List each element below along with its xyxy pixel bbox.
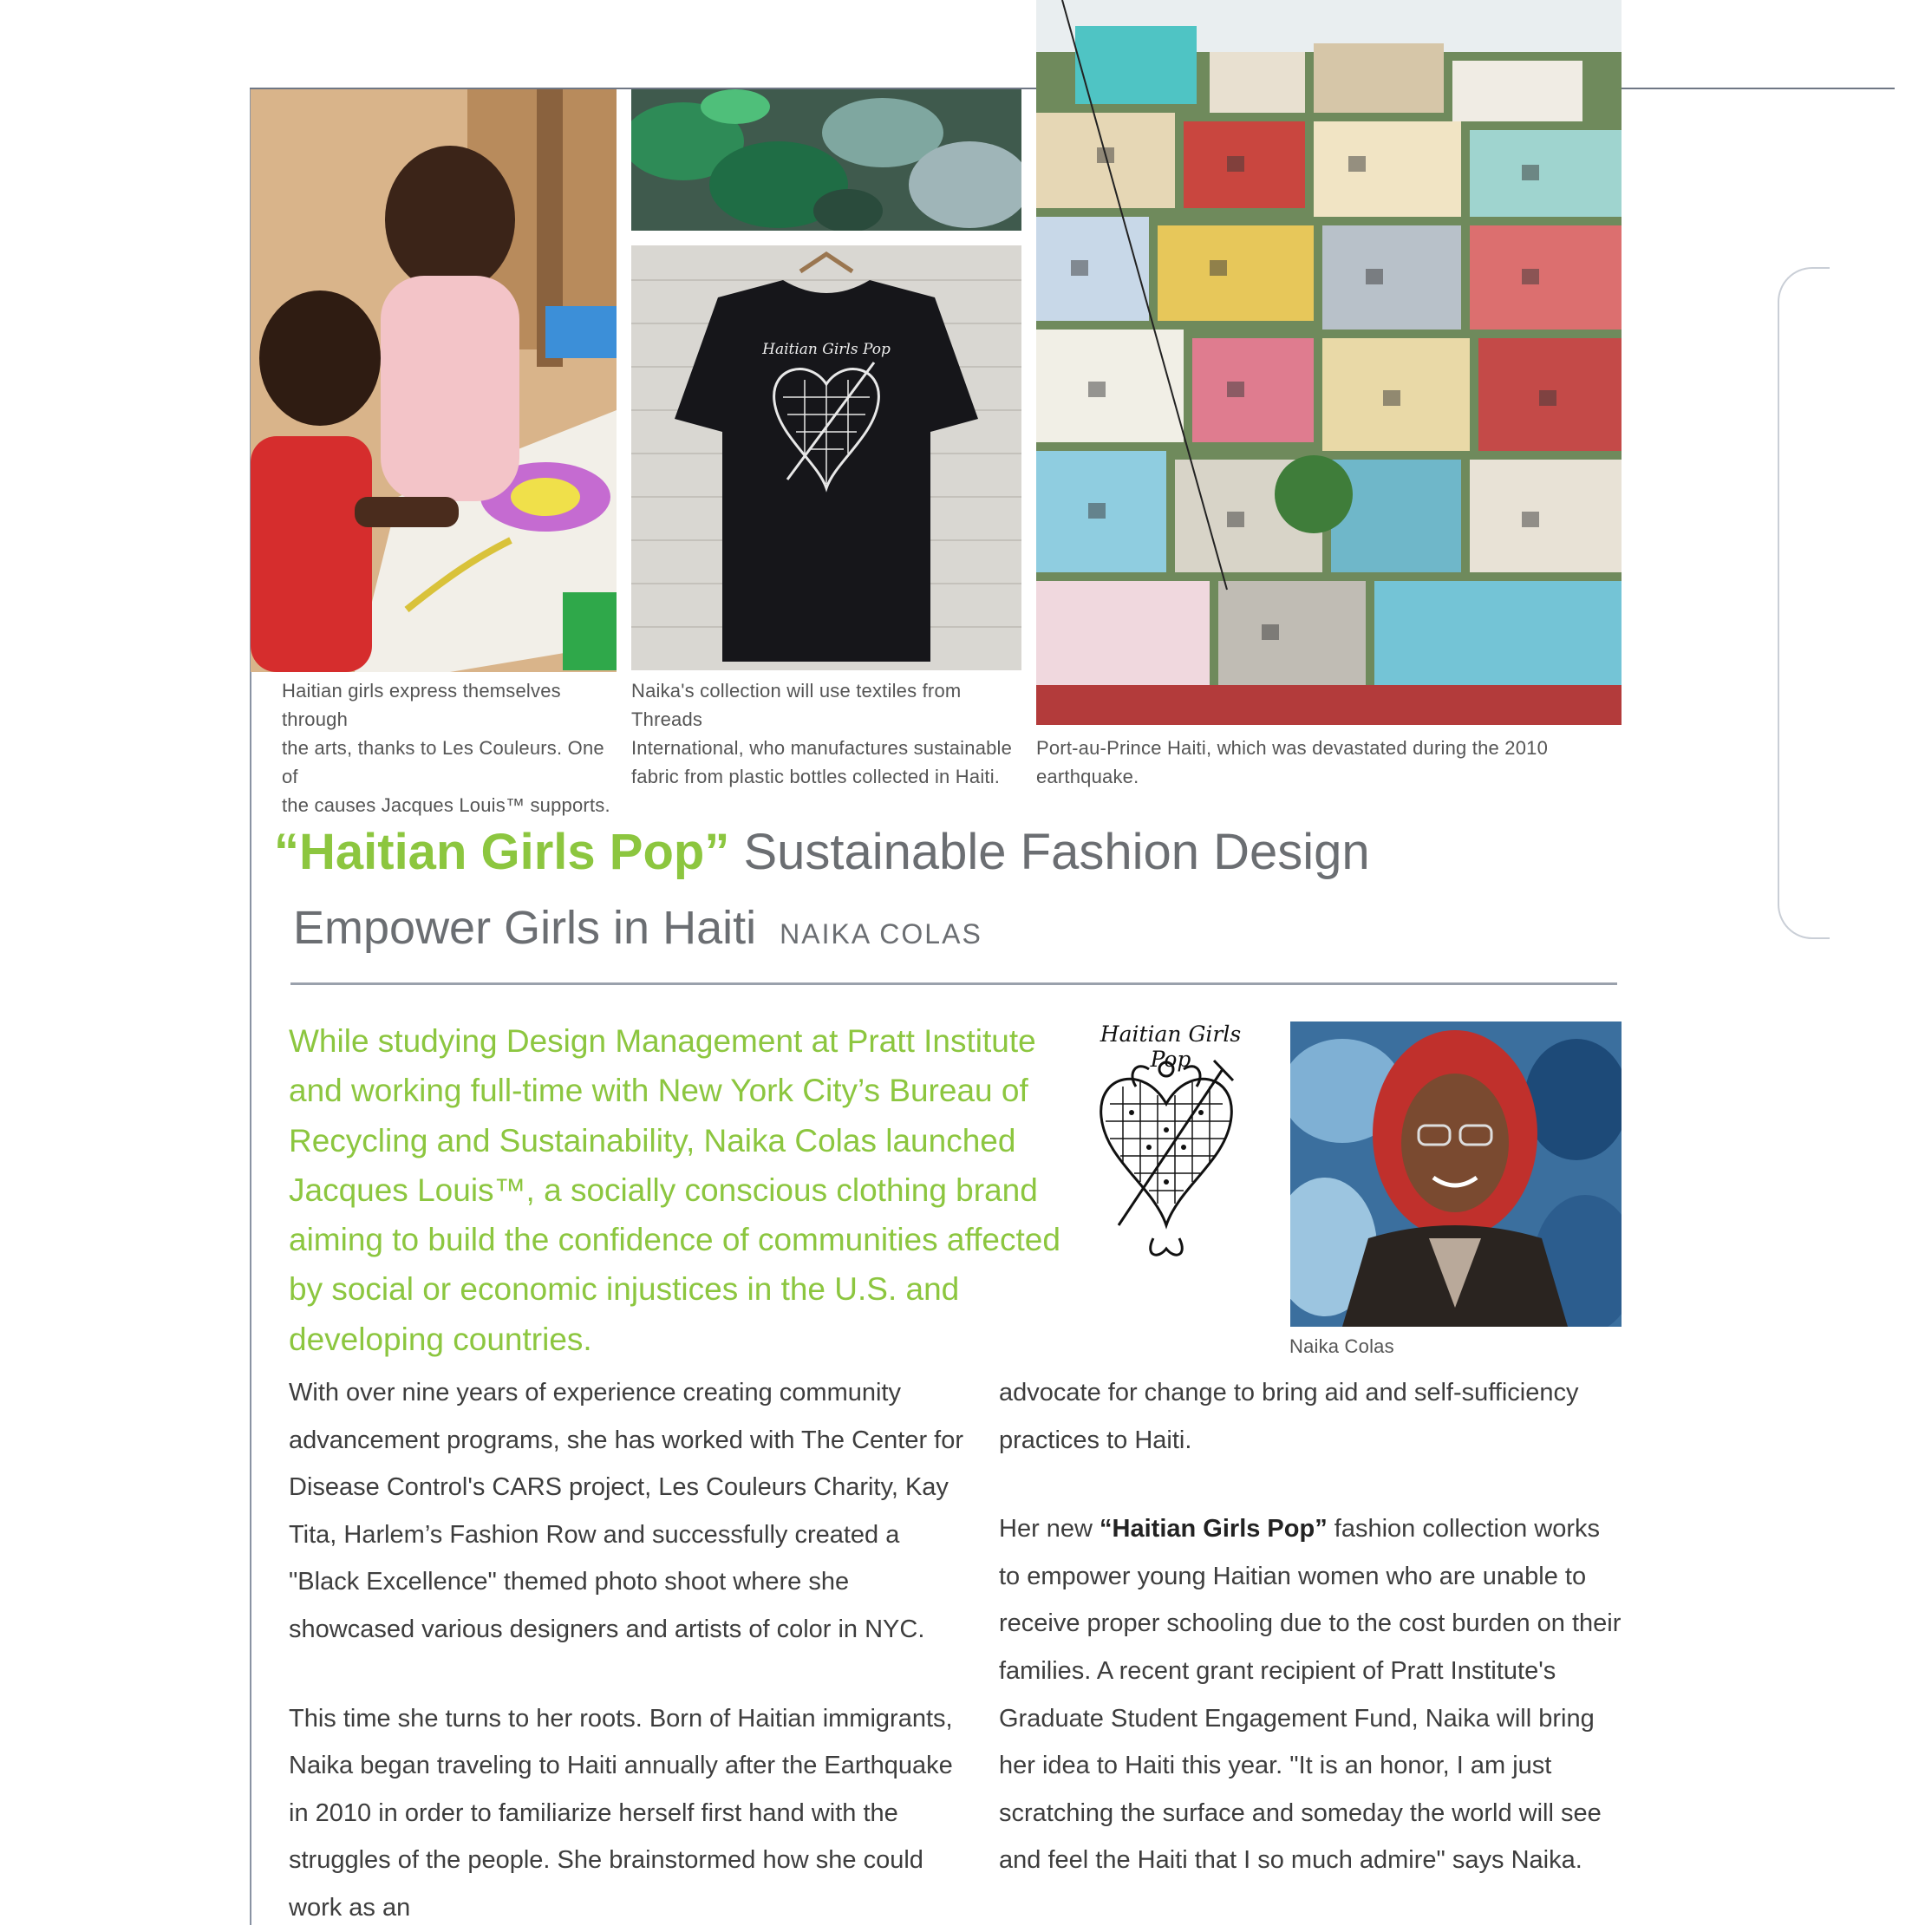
photo-naika-colas — [1290, 1021, 1622, 1327]
haitian-girls-pop-logo — [1084, 1021, 1257, 1266]
headline-line-2-text: Empower Girls in Haiti — [293, 902, 757, 954]
photo-port-au-prince — [1036, 0, 1622, 725]
headline-quoted-title: “Haitian Girls Pop” — [274, 824, 730, 880]
author-byline: NAIKA COLAS — [780, 918, 982, 950]
page-side-tab — [1778, 267, 1830, 939]
body-paragraph: Her new “Haitian Girls Pop” fashion collection works to empower young Haitian women who are unable to receive proper schooling due to the cost burden on their families. A recent grant recipient of Pratt Institute's Graduate Student Engagement Fund, Naika will bring her idea to Haiti this year. "It is an honor, I am just scratching the surface and someday the world will see and feel the Haiti that I so much admire" says Naika. — [999, 1515, 1622, 1875]
caption-girls: Haitian girls express themselves through the arts, thanks to Les Couleurs. One of the causes Jacques Louis™ supports. — [282, 680, 610, 816]
photo-plastic-bottles — [631, 89, 1021, 231]
headline-subtitle: Sustainable Fashion Design — [743, 824, 1370, 880]
body-column-left — [289, 1369, 974, 1932]
intro-paragraph: While studying Design Management at Pratt Institute and working full-time with New York City’s Bureau of Recycling and Sustainability, Naika Colas launched Jacques Louis™, a socially conscious clothing brand aiming to build the confidence of communities affected by social or economic injustices in the U.S. and developing countries. — [289, 1023, 1060, 1357]
headline-line-2 — [293, 893, 982, 969]
body-paragraph: With over nine years of experience creating community advancement programs, she has worked with The Center for Disease Control's CARS project, Les Couleurs Charity, Kay Tita, Harlem’s Fashion Row and successfully created a "Black Excellence" themed photo shoot where she showcased various designers and artists of color in NYC. — [289, 1379, 964, 1643]
body-paragraph: This time she turns to her roots. Born of Haitian immigrants, Naika began traveling to Haiti annually after the Earthquake in 2010 in order to familiarize herself first hand with the struggles of the people. She brainstormed how she could work as an — [289, 1704, 953, 1922]
caption-portrait: Naika Colas — [1289, 1335, 1394, 1357]
body-column-right — [999, 1369, 1623, 1884]
photo-tshirt — [631, 245, 1021, 670]
logo-title: Haitian Girls Pop — [1100, 1021, 1242, 1072]
body-paragraph: advocate for change to bring aid and self-sufficiency practices to Haiti. — [999, 1379, 1579, 1454]
shirt-print-text: Haitian Girls Pop — [762, 341, 891, 358]
caption-port-au-prince: Port-au-Prince Haiti, which was devastated during the 2010 earthquake. — [1036, 737, 1549, 787]
headline-divider — [290, 982, 1617, 985]
collection-name: “Haitian Girls Pop” — [1100, 1515, 1328, 1544]
photo-girls-drawing — [251, 89, 617, 672]
headline-line-1 — [274, 818, 1370, 887]
caption-tshirt: Naika's collection will use textiles from Threads International, who manufactures sustainable fabric from plastic bottles collected in Haiti. — [631, 680, 1013, 787]
